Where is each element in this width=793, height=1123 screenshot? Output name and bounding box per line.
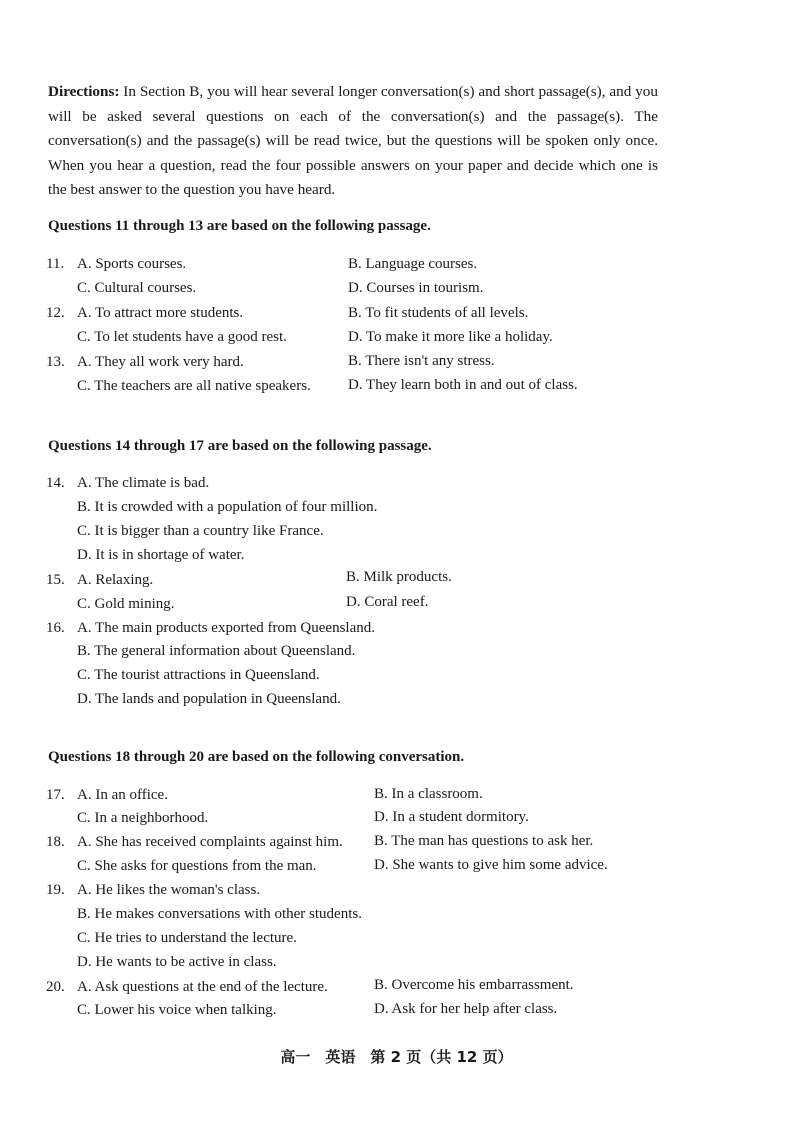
question-number: 11. [46,256,65,272]
option-c: C. To let students have a good rest. [77,329,287,345]
option-b: B. Language courses. [348,256,478,272]
option-b: B. He makes conversations with other students. [77,906,362,922]
option-c: C. Lower his voice when talking. [77,1002,277,1018]
question-number: 12. [46,305,65,321]
section-heading-18-20: Questions 18 through 20 are based on the following conversation. [48,749,465,765]
option-a: A. Sports courses. [77,256,187,272]
section-heading-14-17: Questions 14 through 17 are based on the following passage. [48,438,432,454]
option-c: C. Gold mining. [77,596,175,612]
question-number: 14. [46,475,65,491]
page-footer: 高一 英语 第 2 页（共 12 页） [280,1048,513,1066]
section-heading-11-13: Questions 11 through 13 are based on the following passage. [48,218,431,234]
option-d: D. It is in shortage of water. [77,547,245,563]
option-a: A. She has received complaints against him. [77,834,343,850]
directions-text: In Section B, you will hear several longer conversation(s) and short passage(s), and you will be asked several questions on each of the conversation(s) and the passage(s). The conversation(s) and the passage(s) will be read twice, but the questions will be spoken only once. When you hear a question, read the four possible answers on your paper and decide which one is the best answer to the question you have heard. [48,83,658,198]
question-number: 16. [46,620,65,636]
option-a: A. He likes the woman's class. [77,882,261,898]
option-c: C. The tourist attractions in Queensland. [77,667,320,683]
option-d: D. He wants to be active in class. [77,954,277,970]
option-c: C. Cultural courses. [77,280,197,296]
option-a: A. Relaxing. [77,572,154,588]
option-d: D. They learn both in and out of class. [348,377,578,393]
question-number: 17. [46,787,65,803]
question-number: 18. [46,834,65,850]
option-a: A. To attract more students. [77,305,244,321]
option-b: B. In a classroom. [374,786,483,802]
question-number: 20. [46,979,65,995]
option-b: B. Overcome his embarrassment. [374,977,574,993]
option-a: A. Ask questions at the end of the lecture. [77,979,328,995]
option-b: B. Milk products. [346,569,452,585]
option-c: C. He tries to understand the lecture. [77,930,297,946]
option-d: D. Courses in tourism. [348,280,484,296]
option-b: B. The man has questions to ask her. [374,833,594,849]
option-c: C. In a neighborhood. [77,810,209,826]
question-number: 19. [46,882,65,898]
option-c: C. The teachers are all native speakers. [77,378,311,394]
option-a: A. In an office. [77,787,168,803]
option-d: D. The lands and population in Queensland. [77,691,341,707]
option-b: B. The general information about Queensland. [77,643,356,659]
option-a: A. The main products exported from Queensland. [77,620,375,636]
option-b: B. There isn't any stress. [348,353,495,369]
option-d: D. To make it more like a holiday. [348,329,553,345]
option-d: D. Coral reef. [346,594,429,610]
option-a: A. The climate is bad. [77,475,210,491]
option-c: C. She asks for questions from the man. [77,858,317,874]
directions-label: Directions: [48,83,120,100]
option-b: B. It is crowded with a population of four million. [77,499,378,515]
option-d: D. In a student dormitory. [374,809,529,825]
option-d: D. She wants to give him some advice. [374,857,608,873]
option-c: C. It is bigger than a country like France. [77,523,324,539]
question-number: 15. [46,572,65,588]
option-a: A. They all work very hard. [77,354,244,370]
option-b: B. To fit students of all levels. [348,305,529,321]
option-d: D. Ask for her help after class. [374,1001,558,1017]
directions-paragraph [48,80,658,203]
question-number: 13. [46,354,65,370]
